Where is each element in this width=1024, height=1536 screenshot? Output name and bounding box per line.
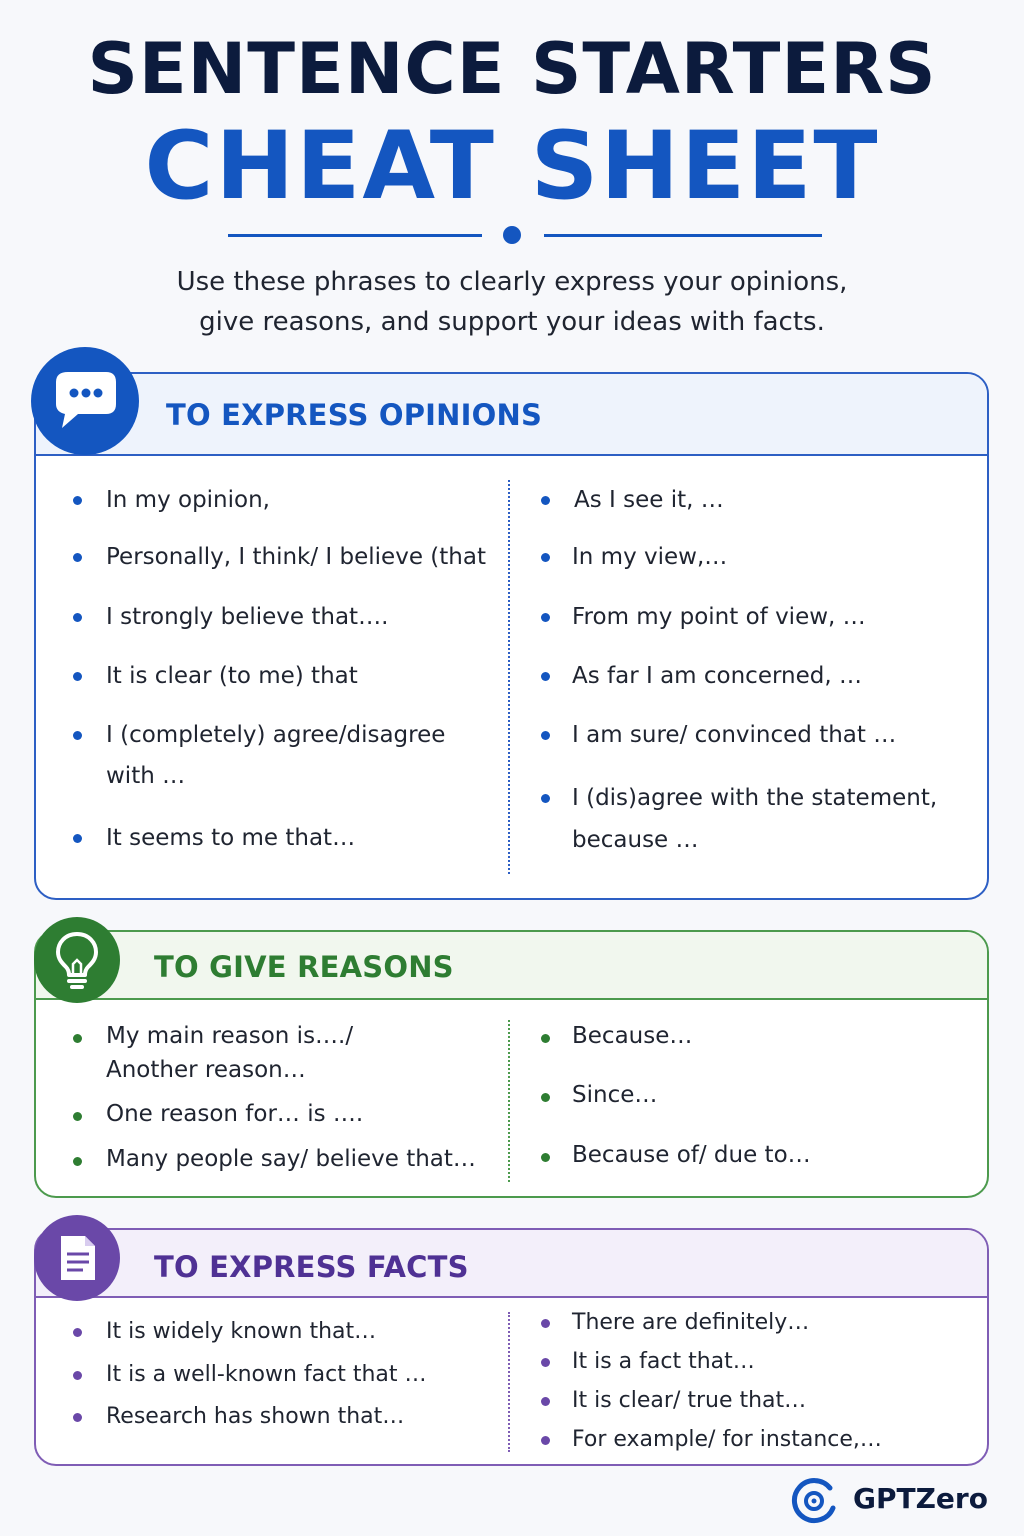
section-title: TO EXPRESS OPINIONS bbox=[166, 398, 543, 432]
lightbulb-icon bbox=[33, 916, 121, 1004]
section-express-opinions bbox=[34, 372, 989, 900]
bullet bbox=[541, 553, 550, 562]
list-item: It is clear (to me) that bbox=[106, 663, 358, 689]
list-item: In my view,… bbox=[572, 544, 728, 570]
list-item: It seems to me that… bbox=[106, 825, 356, 851]
intro-text bbox=[0, 262, 1024, 342]
list-item-continued: Another reason… bbox=[106, 1057, 306, 1083]
column-divider bbox=[508, 1312, 510, 1452]
bullet bbox=[73, 731, 82, 740]
list-item: I strongly believe that…. bbox=[106, 604, 389, 630]
list-item-continued: with … bbox=[106, 763, 186, 789]
list-item: In my opinion, bbox=[106, 487, 270, 513]
bullet bbox=[73, 1157, 82, 1166]
list-item: It is clear/ true that… bbox=[572, 1388, 807, 1413]
list-item: It is a fact that… bbox=[572, 1349, 755, 1374]
section-title: TO GIVE REASONS bbox=[154, 950, 454, 984]
list-item: Because of/ due to… bbox=[572, 1142, 811, 1168]
bullet bbox=[73, 496, 82, 505]
list-item-continued: because … bbox=[572, 827, 699, 853]
list-item: It is a well-known fact that … bbox=[106, 1362, 427, 1387]
list-item: Since… bbox=[572, 1082, 658, 1108]
list-item: It is widely known that… bbox=[106, 1319, 377, 1344]
list-item: I (completely) agree/disagree bbox=[106, 722, 446, 748]
list-item: One reason for… is …. bbox=[106, 1101, 364, 1127]
bullet bbox=[541, 1034, 550, 1043]
bullet bbox=[541, 731, 550, 740]
list-item: From my point of view, … bbox=[572, 604, 866, 630]
bullet bbox=[73, 1371, 82, 1380]
page-title-line1: SENTENCE STARTERS bbox=[87, 28, 937, 110]
gptzero-logo-icon bbox=[790, 1478, 840, 1528]
list-item: There are definitely… bbox=[572, 1310, 810, 1335]
title-divider-right bbox=[544, 234, 822, 237]
title-divider-dot bbox=[503, 226, 521, 244]
brand-name: GPTZero bbox=[853, 1482, 988, 1515]
bullet bbox=[541, 794, 550, 803]
bullet bbox=[541, 1436, 550, 1445]
list-item: Personally, I think/ I believe (that bbox=[106, 544, 486, 570]
intro-line-2: give reasons, and support your ideas with facts. bbox=[199, 307, 825, 337]
bullet bbox=[541, 1358, 550, 1367]
bullet bbox=[541, 496, 550, 505]
list-item: Many people say/ believe that… bbox=[106, 1146, 476, 1172]
section-give-reasons bbox=[34, 930, 989, 1198]
column-divider bbox=[508, 1020, 510, 1182]
list-item: For example/ for instance,… bbox=[572, 1427, 882, 1452]
bullet bbox=[541, 1319, 550, 1328]
section-title: TO EXPRESS FACTS bbox=[154, 1250, 469, 1284]
bullet bbox=[541, 1397, 550, 1406]
list-item: Research has shown that… bbox=[106, 1404, 405, 1429]
bullet bbox=[73, 1034, 82, 1043]
page-title-line2: CHEAT SHEET bbox=[144, 112, 880, 221]
speech-bubble-icon bbox=[30, 346, 140, 456]
list-item: As I see it, … bbox=[574, 487, 724, 513]
intro-line-1: Use these phrases to clearly express your opinions, bbox=[176, 267, 848, 297]
bullet bbox=[73, 553, 82, 562]
bullet bbox=[73, 1328, 82, 1337]
bullet bbox=[541, 672, 550, 681]
list-item: My main reason is…./ bbox=[106, 1023, 354, 1049]
bullet bbox=[541, 1093, 550, 1102]
list-item: Because… bbox=[572, 1023, 693, 1049]
list-item: As far I am concerned, … bbox=[572, 663, 862, 689]
bullet bbox=[73, 613, 82, 622]
bullet bbox=[73, 834, 82, 843]
document-icon bbox=[33, 1214, 121, 1302]
title-divider-left bbox=[228, 234, 482, 237]
section-express-facts bbox=[34, 1228, 989, 1466]
bullet bbox=[73, 672, 82, 681]
bullet bbox=[541, 613, 550, 622]
column-divider bbox=[508, 480, 510, 874]
bullet bbox=[541, 1153, 550, 1162]
bullet bbox=[73, 1413, 82, 1422]
list-item: I (dis)agree with the statement, bbox=[572, 785, 938, 811]
bullet bbox=[73, 1112, 82, 1121]
list-item: I am sure/ convinced that … bbox=[572, 722, 897, 748]
